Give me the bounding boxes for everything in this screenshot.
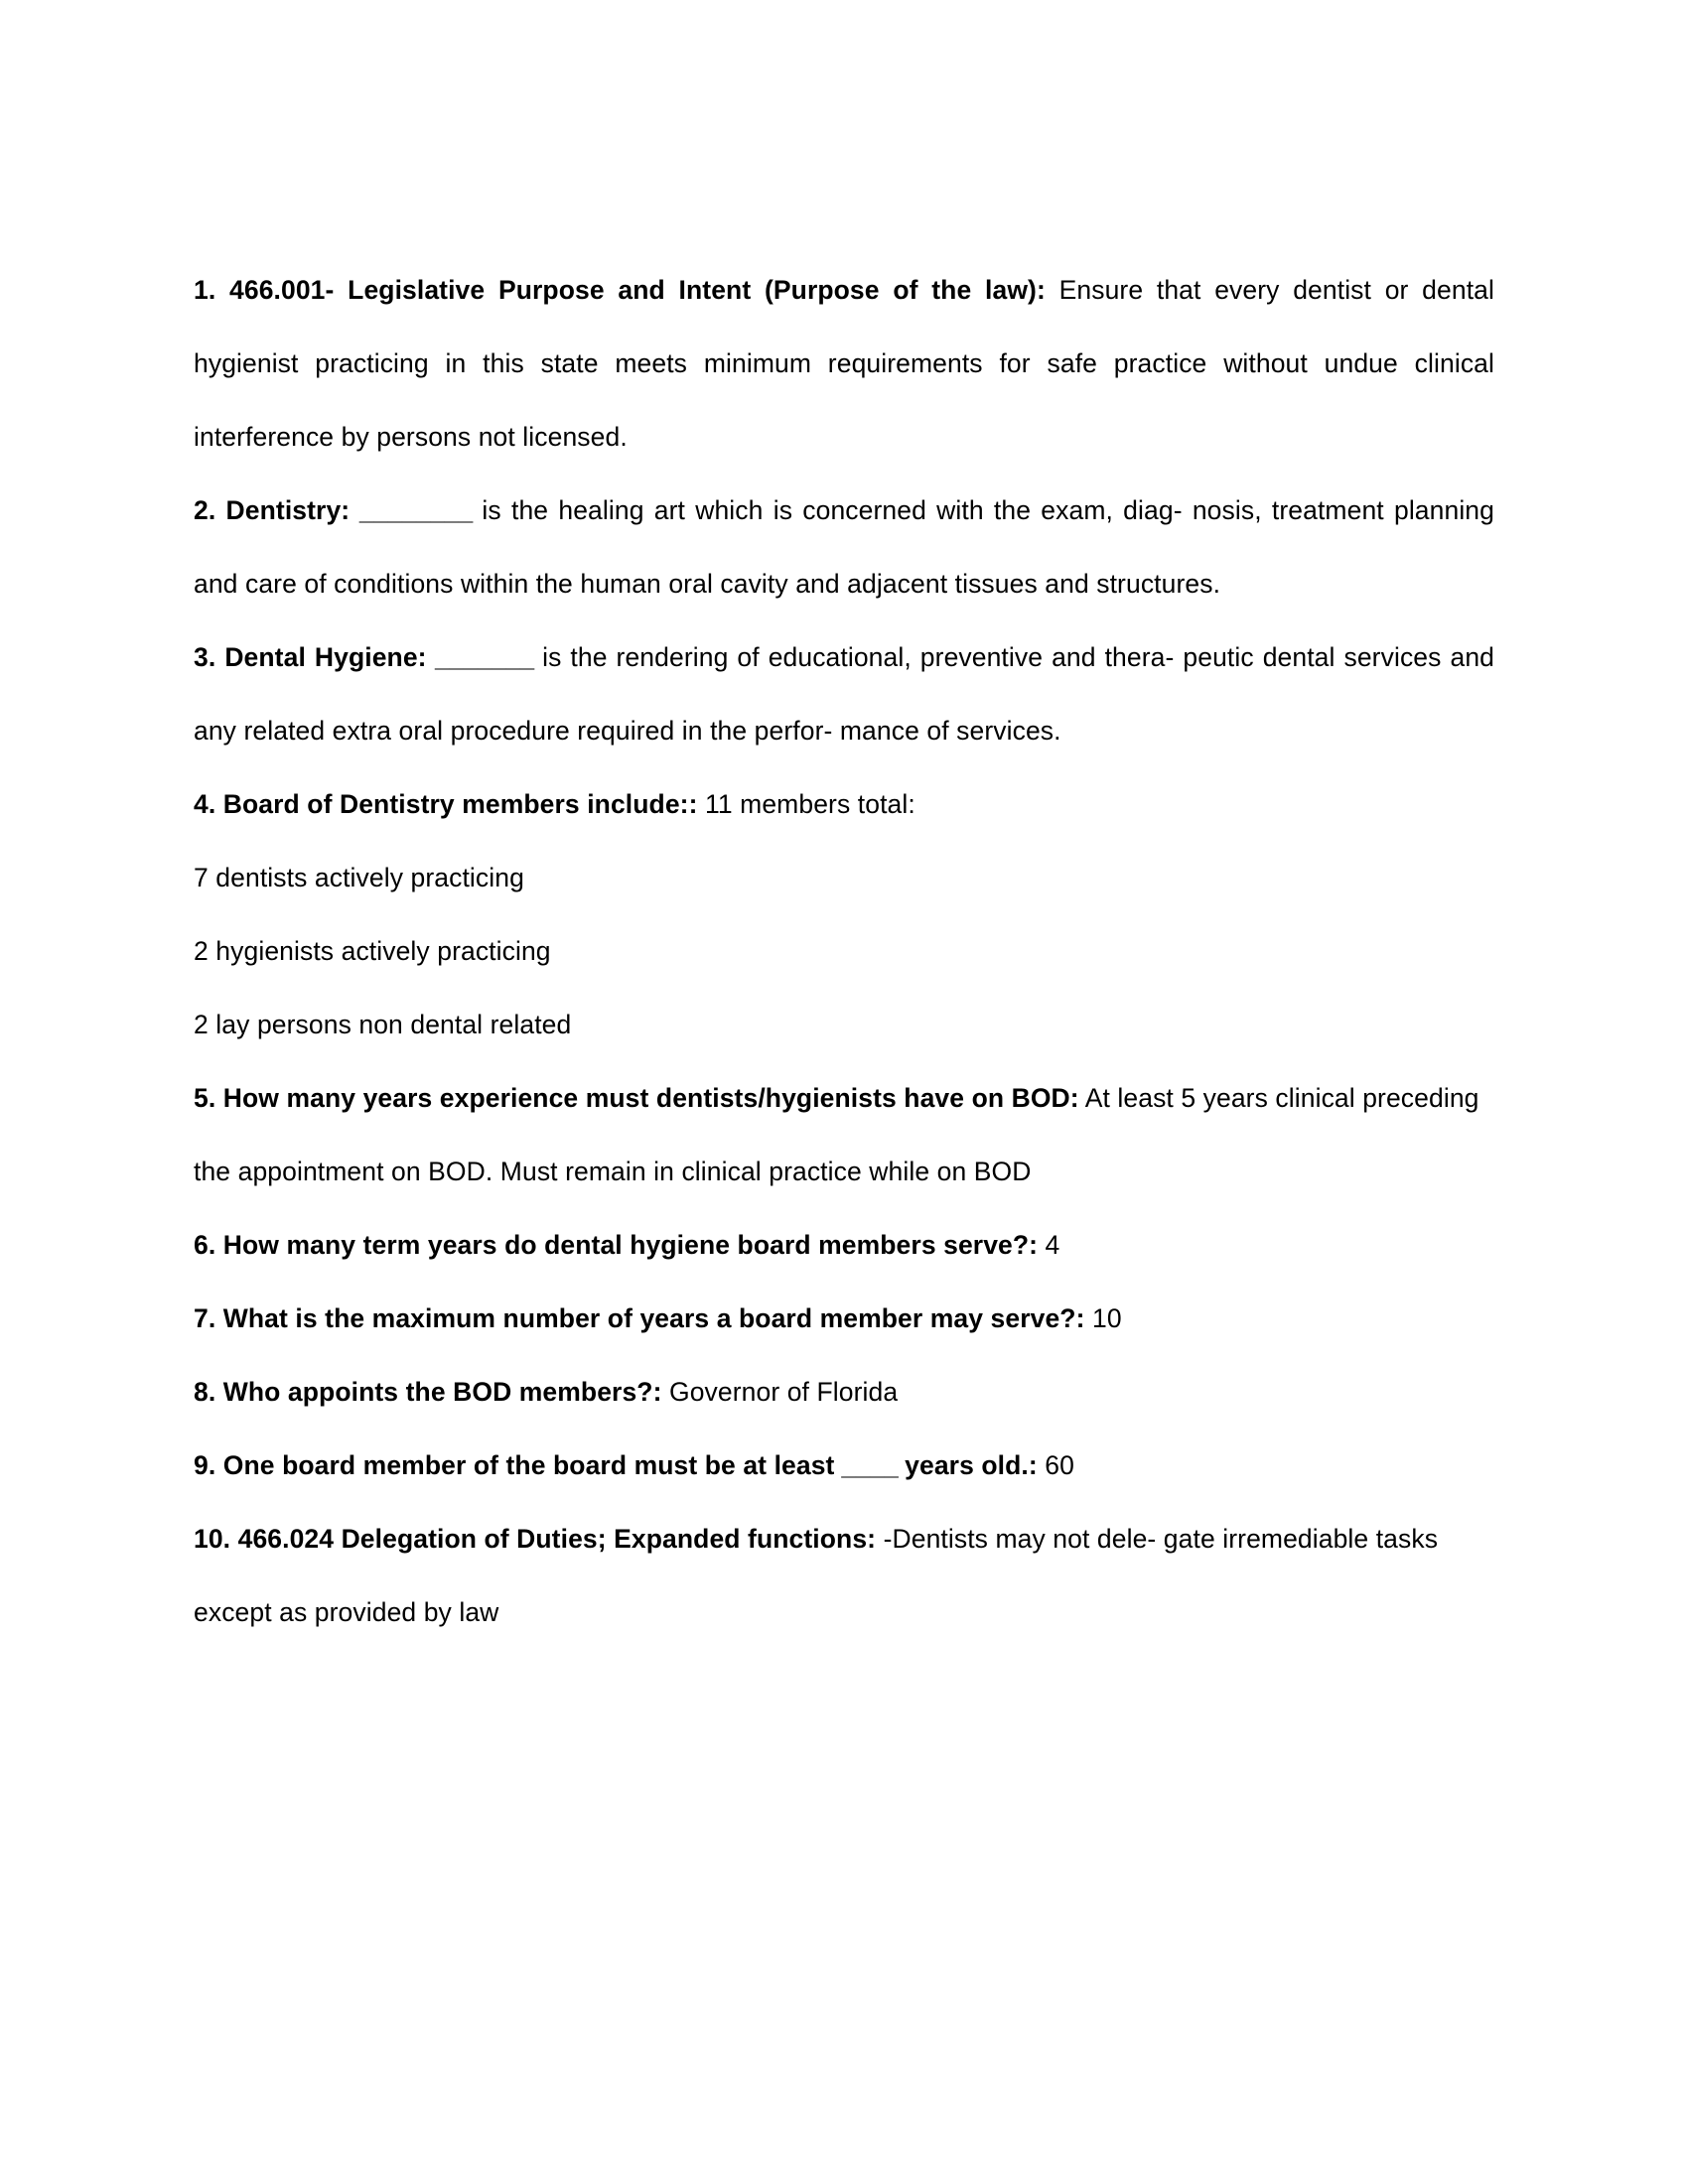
- fill-in-blank: ____: [834, 1450, 906, 1480]
- list-item: [194, 474, 1494, 620]
- item-question: Who appoints the BOD members?:: [222, 1377, 662, 1407]
- item-question-cont: years old.:: [905, 1450, 1038, 1480]
- item-number: 5.: [194, 1083, 216, 1113]
- list-item: [194, 1429, 1494, 1502]
- list-item: [194, 1355, 1494, 1429]
- list-item: [194, 767, 1494, 841]
- item-question: How many term years do dental hygiene board members serve?:: [222, 1230, 1039, 1260]
- item-question: One board member of the board must be at least: [222, 1450, 835, 1480]
- list-item: [194, 253, 1494, 474]
- item-number: 7.: [194, 1303, 216, 1333]
- item-answer: is the healing art which is concerned with the exam, diag- nosis, treatment planning and care of conditions within the human oral cavity and adjacent tissues and structures.: [194, 495, 1494, 599]
- fill-in-blank: _______: [426, 642, 543, 672]
- item-answer: -Dentists may not dele- gate irremediable tasks except as provided by law: [194, 1524, 1439, 1627]
- item-number: 3.: [194, 642, 216, 672]
- item-question: How many years experience must dentists/hygienists have on BOD:: [222, 1083, 1079, 1113]
- sub-line: 2 hygienists actively practicing: [194, 936, 551, 966]
- item-answer: is the rendering of educational, preventive and thera- peutic dental services and any related extra oral procedure required in the perfor- mance of services.: [194, 642, 1494, 746]
- item-number: 6.: [194, 1230, 216, 1260]
- item-number: 4.: [194, 789, 216, 819]
- item-question: 466.024 Delegation of Duties; Expanded functions:: [237, 1524, 877, 1554]
- item-number: 2.: [194, 495, 216, 525]
- item-question: Dentistry:: [225, 495, 351, 525]
- item-answer: 60: [1037, 1450, 1074, 1480]
- item-number: 1.: [194, 275, 216, 305]
- item-question: What is the maximum number of years a board member may serve?:: [222, 1303, 1085, 1333]
- list-item: [194, 620, 1494, 767]
- fill-in-blank: ________: [350, 495, 483, 525]
- item-answer: 11 members total:: [697, 789, 915, 819]
- item-question: Dental Hygiene:: [224, 642, 427, 672]
- item-answer: 10: [1084, 1303, 1122, 1333]
- item-answer: Governor of Florida: [661, 1377, 899, 1407]
- item-answer: At least 5 years clinical preceding the appointment on BOD. Must remain in clinical practice while on BOD: [194, 1083, 1479, 1186]
- item-answer: 4: [1038, 1230, 1060, 1260]
- item-question: Board of Dentistry members include::: [222, 789, 698, 819]
- item-answer: Ensure that every dentist or dental hygienist practicing in this state meets minimum requirements for safe practice without undue clinical interference by persons not licensed.: [194, 275, 1494, 452]
- document-body: [194, 253, 1494, 1649]
- item-number: 10.: [194, 1524, 231, 1554]
- list-item: [194, 1502, 1494, 1649]
- sub-line: 2 lay persons non dental related: [194, 1010, 572, 1039]
- item-number: 8.: [194, 1377, 216, 1407]
- sub-line: 7 dentists actively practicing: [194, 863, 524, 892]
- list-item: [194, 1061, 1494, 1208]
- list-item: [194, 1282, 1494, 1355]
- item-question: 466.001- Legislative Purpose and Intent (Purpose of the law):: [229, 275, 1046, 305]
- list-item: [194, 1208, 1494, 1282]
- item-number: 9.: [194, 1450, 216, 1480]
